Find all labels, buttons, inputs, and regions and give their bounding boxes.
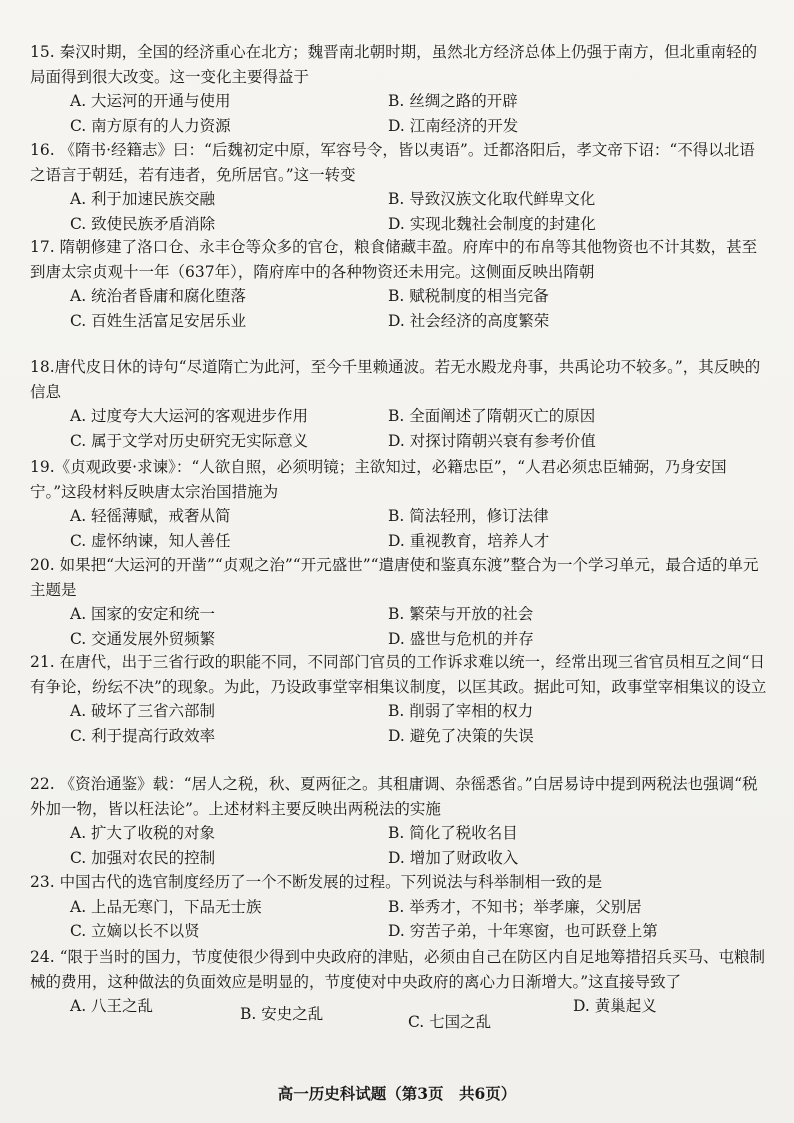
option-b: B. 导致汉族文化取代鲜卑文化: [388, 190, 596, 208]
option-d: D. 穷苦子弟，十年寒窗，也可跃登上第: [388, 922, 658, 940]
option-a: A. 大运河的开通与使用: [70, 92, 231, 110]
option-c: C. 致使民族矛盾消除: [70, 214, 216, 233]
question-19: [30, 455, 770, 553]
question-stem: 24. “限于当时的国力，节度使很少得到中央政府的津贴，必须由自己在防区内自足地筹措招兵买马、屯粮制械的费用，这种做法的负面效应是明显的，节度使对中央政府的离心力日渐增大。”这直接导致了: [30, 948, 766, 991]
options-group: [70, 895, 770, 944]
option-b: B. 全面阐述了隋朝灭亡的原因: [388, 407, 596, 425]
option-d: D. 对探讨隋朝兴衰有参考价值: [388, 431, 596, 450]
option-c: C. 属于文学对历史研究无实际意义: [70, 431, 309, 450]
page-footer: 高一历史科试题（第3页 共6页）: [277, 1084, 517, 1103]
question-stem: 15. 秦汉时期，全国的经济重心在北方；魏晋南北朝时期，虽然北方经济总体上仍强于南方，但北重南轻的局面得到很大改变。这一变化主要得益于: [30, 43, 758, 86]
options-group: [70, 699, 770, 748]
option-b: B. 丝绸之路的开辟: [388, 92, 518, 110]
option-d: D. 江南经济的开发: [388, 116, 519, 135]
option-a: A. 统治者昏庸和腐化堕落: [70, 287, 247, 305]
option-b: B. 安史之乱: [240, 1005, 324, 1023]
option-a: A. 国家的安定和统一: [70, 605, 216, 623]
question-16: [30, 138, 770, 236]
question-stem: 16. 《隋书·经籍志》曰：“后魏初定中原，军容号令，皆以夷语”。迁都洛阳后，孝文帝下诏：“不得以北语之语言于朝廷，若有违者，免所居官。”这一转变: [30, 141, 755, 184]
option-b: B. 简法轻刑，修订法律: [388, 507, 549, 525]
question-stem: 20. 如果把“大运河的开凿”“贞观之治”“开元盛世”“遣唐使和鉴真东渡”整合为一个学习单元，最合适的单元主题是: [30, 556, 759, 599]
option-a: A. 八王之乱: [70, 997, 154, 1015]
question-stem: 23. 中国古代的选官制度经历了一个不断发展的过程。下列说法与科举制相一致的是: [30, 873, 603, 891]
option-b: B. 削弱了宰相的权力: [388, 702, 534, 720]
option-c: C. 百姓生活富足安居乐业: [70, 311, 247, 330]
option-c: C. 交通发展外贸频繁: [70, 629, 216, 648]
question-18: [30, 355, 770, 453]
option-d: D. 盛世与危机的并存: [388, 629, 534, 648]
options-group: [70, 602, 770, 651]
option-c: C. 虚怀纳谏，知人善任: [70, 531, 231, 550]
question-stem: 22. 《资治通鉴》载：“居人之税，秋、夏两征之。其租庸调、杂徭悉省。”白居易诗中提到两税法也强调“税外加一物，皆以枉法论”。上述材料主要反映出两税法的实施: [30, 775, 758, 818]
question-stem: 21. 在唐代，出于三省行政的职能不同，不同部门官员的工作诉求难以统一，经常出现三省官员相互之间“日有争论，纷纭不决”的现象。为此，乃设政事堂宰相集议制度，以匡其政。据此可知，政事堂宰相集议的设立: [30, 653, 767, 696]
option-b: B. 赋税制度的相当完备: [388, 287, 549, 305]
option-a: A. 轻徭薄赋，戒奢从简: [70, 507, 231, 525]
option-a: A. 扩大了收税的对象: [70, 824, 216, 842]
options-group: [70, 821, 770, 870]
option-c: C. 立嫡以长不以贤: [70, 922, 200, 940]
option-a: A. 破坏了三省六部制: [70, 702, 216, 720]
option-d: D. 黄巢起义: [573, 997, 657, 1015]
option-b: B. 举秀才，不知书；举孝廉，父别居: [388, 897, 642, 916]
option-d: D. 实现北魏社会制度的封建化: [388, 214, 596, 233]
question-stem: 19.《贞观政要·求谏》：“人欲自照，必须明镜；主欲知过，必籍忠臣”，“人君必须忠臣辅弼，乃身安国宁。”这段材料反映唐太宗治国措施为: [30, 458, 727, 501]
question-21: [30, 650, 770, 748]
option-a: A. 利于加速民族交融: [70, 190, 216, 208]
question-20: [30, 553, 770, 651]
option-d: D. 重视教育，培养人才: [388, 531, 550, 550]
option-a: A. 过度夸大大运河的客观进步作用: [70, 407, 309, 425]
options-group: [70, 284, 770, 333]
option-c: C. 南方原有的人力资源: [70, 116, 231, 135]
options-group: [70, 89, 770, 138]
option-b: B. 简化了税收名目: [388, 824, 518, 842]
option-c: C. 加强对农民的控制: [70, 848, 216, 867]
option-c: C. 利于提高行政效率: [70, 726, 216, 745]
question-stem: 18.唐代皮日休的诗句“尽道隋亡为此河，至今千里赖通波。若无水殿龙舟事，共禹论功不较多。”，其反映的信息: [30, 358, 761, 401]
option-d: D. 避免了决策的失误: [388, 726, 534, 745]
option-d: D. 社会经济的高度繁荣: [388, 311, 550, 330]
option-b: B. 繁荣与开放的社会: [388, 605, 534, 623]
question-23: [30, 870, 770, 944]
question-22: [30, 772, 770, 870]
options-group: [70, 994, 770, 1031]
option-d: D. 增加了财政收入: [388, 848, 519, 867]
question-17: [30, 235, 770, 333]
options-group: [70, 404, 770, 453]
options-group: [70, 187, 770, 236]
options-group: [70, 504, 770, 553]
question-stem: 17. 隋朝修建了洛口仓、永丰仓等众多的官仓，粮食储藏丰盈。府库中的布帛等其他物资也不计其数，甚至到唐太宗贞观十一年（637年），隋府库中的各种物资还未用完。这侧面反映出隋朝: [30, 238, 758, 281]
option-a: A. 上品无寒门，下品无士族: [70, 897, 262, 916]
question-15: [30, 40, 770, 138]
question-24: [30, 945, 770, 1031]
option-c: C. 七国之乱: [408, 1013, 492, 1031]
